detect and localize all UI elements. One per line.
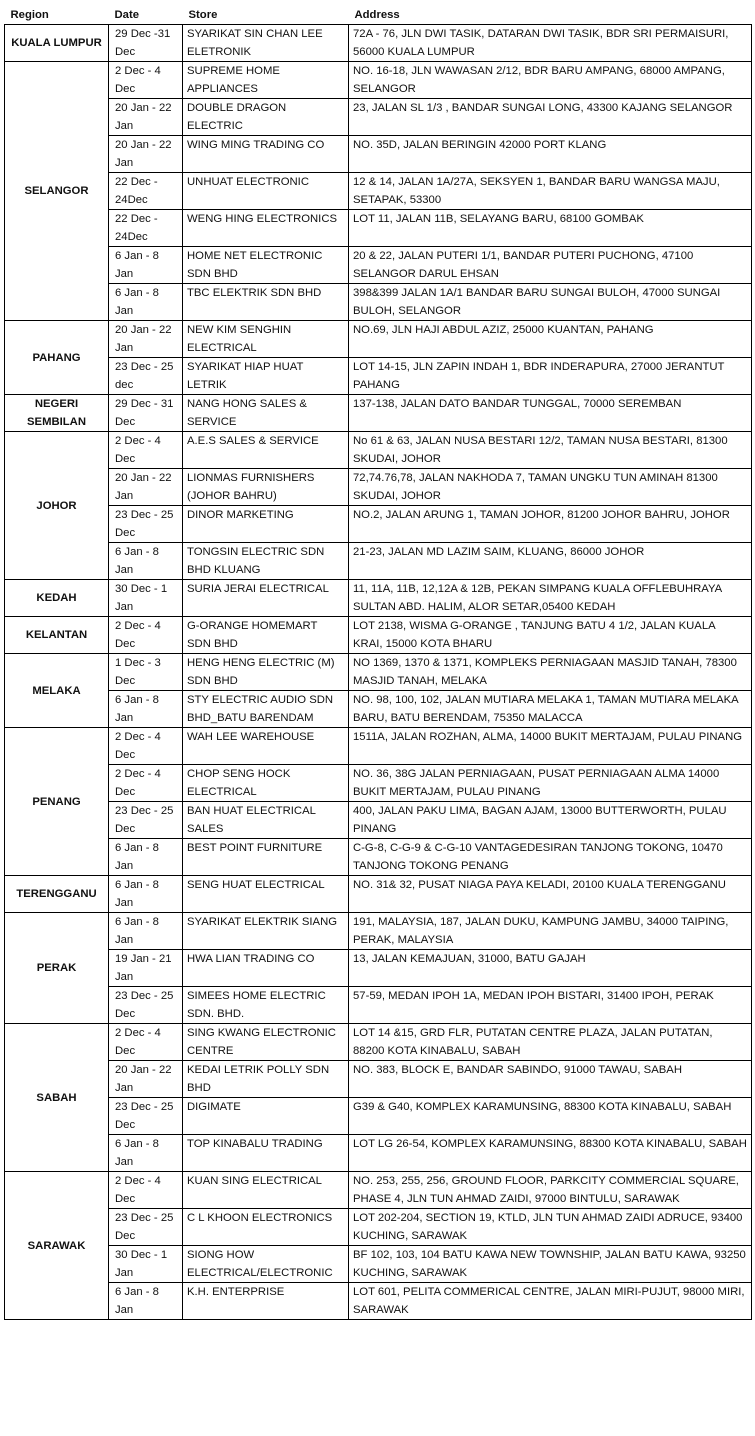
address-cell: 13, JALAN KEMAJUAN, 31000, BATU GAJAH — [349, 950, 752, 987]
store-cell: WAH LEE WAREHOUSE — [183, 728, 349, 765]
store-cell: TBC ELEKTRIK SDN BHD — [183, 284, 349, 321]
date-cell: 2 Dec - 4 Dec — [109, 617, 183, 654]
store-cell: CHOP SENG HOCK ELECTRICAL — [183, 765, 349, 802]
address-cell: LOT LG 26-54, KOMPLEX KARAMUNSING, 88300 KOTA KINABALU, SABAH — [349, 1135, 752, 1172]
region-cell: MELAKA — [5, 654, 109, 728]
date-cell: 20 Jan - 22 Jan — [109, 136, 183, 173]
date-cell: 22 Dec - 24Dec — [109, 210, 183, 247]
store-cell: TONGSIN ELECTRIC SDN BHD KLUANG — [183, 543, 349, 580]
address-cell: LOT 202-204, SECTION 19, KTLD, JLN TUN AHMAD ZAIDI ADRUCE, 93400 KUCHING, SARAWAK — [349, 1209, 752, 1246]
address-cell: NO 1369, 1370 & 1371, KOMPLEKS PERNIAGAAN MASJID TANAH, 78300 MASJID TANAH, MELAKA — [349, 654, 752, 691]
date-cell: 2 Dec - 4 Dec — [109, 62, 183, 99]
table-row — [5, 654, 752, 691]
date-cell: 23 Dec - 25 Dec — [109, 506, 183, 543]
date-cell: 6 Jan - 8 Jan — [109, 839, 183, 876]
table-row — [5, 25, 752, 62]
store-cell: A.E.S SALES & SERVICE — [183, 432, 349, 469]
store-cell: SENG HUAT ELECTRICAL — [183, 876, 349, 913]
date-cell: 6 Jan - 8 Jan — [109, 691, 183, 728]
address-cell: BF 102, 103, 104 BATU KAWA NEW TOWNSHIP, JALAN BATU KAWA, 93250 KUCHING, SARAWAK — [349, 1246, 752, 1283]
store-cell: SYARIKAT HIAP HUAT LETRIK — [183, 358, 349, 395]
date-cell: 23 Dec - 25 dec — [109, 358, 183, 395]
table-body — [5, 25, 752, 1320]
table-row — [5, 1135, 752, 1172]
address-cell: 1511A, JALAN ROZHAN, ALMA, 14000 BUKIT MERTAJAM, PULAU PINANG — [349, 728, 752, 765]
store-cell: DIGIMATE — [183, 1098, 349, 1135]
address-cell: 398&399 JALAN 1A/1 BANDAR BARU SUNGAI BULOH, 47000 SUNGAI BULOH, SELANGOR — [349, 284, 752, 321]
table-row — [5, 284, 752, 321]
table-row — [5, 580, 752, 617]
table-row — [5, 950, 752, 987]
date-cell: 29 Dec - 31 Dec — [109, 395, 183, 432]
store-cell: BEST POINT FURNITURE — [183, 839, 349, 876]
date-cell: 20 Jan - 22 Jan — [109, 469, 183, 506]
address-cell: 72,74.76,78, JALAN NAKHODA 7, TAMAN UNGKU TUN AMINAH 81300 SKUDAI, JOHOR — [349, 469, 752, 506]
table-row — [5, 1172, 752, 1209]
region-cell: KELANTAN — [5, 617, 109, 654]
region-cell: TERENGGANU — [5, 876, 109, 913]
store-cell: NANG HONG SALES & SERVICE — [183, 395, 349, 432]
address-cell: 57-59, MEDAN IPOH 1A, MEDAN IPOH BISTARI, 31400 IPOH, PERAK — [349, 987, 752, 1024]
address-cell: G39 & G40, KOMPLEX KARAMUNSING, 88300 KOTA KINABALU, SABAH — [349, 1098, 752, 1135]
store-cell: WING MING TRADING CO — [183, 136, 349, 173]
region-cell: PENANG — [5, 728, 109, 876]
table-row — [5, 469, 752, 506]
store-cell: HOME NET ELECTRONIC SDN BHD — [183, 247, 349, 284]
address-cell: NO. 16-18, JLN WAWASAN 2/12, BDR BARU AMPANG, 68000 AMPANG, SELANGOR — [349, 62, 752, 99]
region-cell: NEGERI SEMBILAN — [5, 395, 109, 432]
store-cell: G-ORANGE HOMEMART SDN BHD — [183, 617, 349, 654]
store-cell: SIMEES HOME ELECTRIC SDN. BHD. — [183, 987, 349, 1024]
address-cell: NO. 35D, JALAN BERINGIN 42000 PORT KLANG — [349, 136, 752, 173]
store-cell: DINOR MARKETING — [183, 506, 349, 543]
store-cell: LIONMAS FURNISHERS (JOHOR BAHRU) — [183, 469, 349, 506]
date-cell: 2 Dec - 4 Dec — [109, 765, 183, 802]
date-cell: 23 Dec - 25 Dec — [109, 802, 183, 839]
store-cell: K.H. ENTERPRISE — [183, 1283, 349, 1320]
address-cell: NO. 383, BLOCK E, BANDAR SABINDO, 91000 TAWAU, SABAH — [349, 1061, 752, 1098]
table-row — [5, 432, 752, 469]
table-row — [5, 321, 752, 358]
date-cell: 20 Jan - 22 Jan — [109, 99, 183, 136]
date-cell: 2 Dec - 4 Dec — [109, 1024, 183, 1061]
table-row — [5, 210, 752, 247]
header-region: Region — [5, 6, 109, 25]
table-row — [5, 99, 752, 136]
table-row — [5, 728, 752, 765]
address-cell: 20 & 22, JALAN PUTERI 1/1, BANDAR PUTERI PUCHONG, 47100 SELANGOR DARUL EHSAN — [349, 247, 752, 284]
date-cell: 20 Jan - 22 Jan — [109, 1061, 183, 1098]
store-cell: WENG HING ELECTRONICS — [183, 210, 349, 247]
address-cell: 72A - 76, JLN DWI TASIK, DATARAN DWI TASIK, BDR SRI PERMAISURI, 56000 KUALA LUMPUR — [349, 25, 752, 62]
date-cell: 29 Dec -31 Dec — [109, 25, 183, 62]
store-cell: NEW KIM SENGHIN ELECTRICAL — [183, 321, 349, 358]
table-row — [5, 1246, 752, 1283]
date-cell: 22 Dec - 24Dec — [109, 173, 183, 210]
table-row — [5, 1024, 752, 1061]
address-cell: No 61 & 63, JALAN NUSA BESTARI 12/2, TAMAN NUSA BESTARI, 81300 SKUDAI, JOHOR — [349, 432, 752, 469]
date-cell: 6 Jan - 8 Jan — [109, 1283, 183, 1320]
store-cell: STY ELECTRIC AUDIO SDN BHD_BATU BARENDAM — [183, 691, 349, 728]
table-row — [5, 136, 752, 173]
table-row — [5, 1061, 752, 1098]
address-cell: LOT 2138, WISMA G-ORANGE , TANJUNG BATU 4 1/2, JALAN KUALA KRAI, 15000 KOTA BHARU — [349, 617, 752, 654]
date-cell: 2 Dec - 4 Dec — [109, 1172, 183, 1209]
table-row — [5, 691, 752, 728]
region-cell: SARAWAK — [5, 1172, 109, 1320]
date-cell: 20 Jan - 22 Jan — [109, 321, 183, 358]
date-cell: 2 Dec - 4 Dec — [109, 432, 183, 469]
table-row — [5, 543, 752, 580]
table-row — [5, 839, 752, 876]
date-cell: 6 Jan - 8 Jan — [109, 913, 183, 950]
date-cell: 6 Jan - 8 Jan — [109, 247, 183, 284]
table-row — [5, 913, 752, 950]
header-date: Date — [109, 6, 183, 25]
table-row — [5, 617, 752, 654]
table-row — [5, 987, 752, 1024]
region-cell: PERAK — [5, 913, 109, 1024]
table-row — [5, 506, 752, 543]
date-cell: 30 Dec - 1 Jan — [109, 1246, 183, 1283]
store-cell: DOUBLE DRAGON ELECTRIC — [183, 99, 349, 136]
date-cell: 30 Dec - 1 Jan — [109, 580, 183, 617]
store-cell: SUPREME HOME APPLIANCES — [183, 62, 349, 99]
address-cell: NO.69, JLN HAJI ABDUL AZIZ, 25000 KUANTAN, PAHANG — [349, 321, 752, 358]
date-cell: 23 Dec - 25 Dec — [109, 987, 183, 1024]
table-row — [5, 876, 752, 913]
store-cell: SYARIKAT ELEKTRIK SIANG — [183, 913, 349, 950]
table-row — [5, 395, 752, 432]
date-cell: 23 Dec - 25 Dec — [109, 1098, 183, 1135]
store-cell: HENG HENG ELECTRIC (M) SDN BHD — [183, 654, 349, 691]
table-row — [5, 358, 752, 395]
store-cell: KUAN SING ELECTRICAL — [183, 1172, 349, 1209]
region-cell: PAHANG — [5, 321, 109, 395]
store-cell: SURIA JERAI ELECTRICAL — [183, 580, 349, 617]
table-row — [5, 1283, 752, 1320]
region-cell: SABAH — [5, 1024, 109, 1172]
address-cell: 11, 11A, 11B, 12,12A & 12B, PEKAN SIMPANG KUALA OFFLEBUHRAYA SULTAN ABD. HALIM, ALOR SETAR,05400 KEDAH — [349, 580, 752, 617]
date-cell: 6 Jan - 8 Jan — [109, 876, 183, 913]
store-table — [4, 6, 752, 1320]
address-cell: C-G-8, C-G-9 & C-G-10 VANTAGEDESIRAN TANJONG TOKONG, 10470 TANJONG TOKONG PENANG — [349, 839, 752, 876]
address-cell: 191, MALAYSIA, 187, JALAN DUKU, KAMPUNG JAMBU, 34000 TAIPING, PERAK, MALAYSIA — [349, 913, 752, 950]
store-cell: BAN HUAT ELECTRICAL SALES — [183, 802, 349, 839]
table-row — [5, 173, 752, 210]
table-row — [5, 1098, 752, 1135]
address-cell: 12 & 14, JALAN 1A/27A, SEKSYEN 1, BANDAR BARU WANGSA MAJU, SETAPAK, 53300 — [349, 173, 752, 210]
date-cell: 19 Jan - 21 Jan — [109, 950, 183, 987]
address-cell: 23, JALAN SL 1/3 , BANDAR SUNGAI LONG, 43300 KAJANG SELANGOR — [349, 99, 752, 136]
date-cell: 2 Dec - 4 Dec — [109, 728, 183, 765]
address-cell: NO. 36, 38G JALAN PERNIAGAAN, PUSAT PERNIAGAAN ALMA 14000 BUKIT MERTAJAM, PULAU PINANG — [349, 765, 752, 802]
region-cell: KEDAH — [5, 580, 109, 617]
store-cell: TOP KINABALU TRADING — [183, 1135, 349, 1172]
store-cell: UNHUAT ELECTRONIC — [183, 173, 349, 210]
store-cell: HWA LIAN TRADING CO — [183, 950, 349, 987]
address-cell: NO. 31& 32, PUSAT NIAGA PAYA KELADI, 20100 KUALA TERENGGANU — [349, 876, 752, 913]
date-cell: 6 Jan - 8 Jan — [109, 284, 183, 321]
table-row — [5, 1209, 752, 1246]
store-cell: SIONG HOW ELECTRICAL/ELECTRONIC — [183, 1246, 349, 1283]
header-address: Address — [349, 6, 752, 25]
table-row — [5, 802, 752, 839]
address-cell: NO.2, JALAN ARUNG 1, TAMAN JOHOR, 81200 JOHOR BAHRU, JOHOR — [349, 506, 752, 543]
store-cell: KEDAI LETRIK POLLY SDN BHD — [183, 1061, 349, 1098]
address-cell: LOT 601, PELITA COMMERICAL CENTRE, JALAN MIRI-PUJUT, 98000 MIRI, SARAWAK — [349, 1283, 752, 1320]
header-store: Store — [183, 6, 349, 25]
date-cell: 6 Jan - 8 Jan — [109, 543, 183, 580]
address-cell: NO. 253, 255, 256, GROUND FLOOR, PARKCITY COMMERCIAL SQUARE, PHASE 4, JLN TUN AHMAD ZAIDI, 97000 BINTULU, SARAWAK — [349, 1172, 752, 1209]
date-cell: 6 Jan - 8 Jan — [109, 1135, 183, 1172]
store-cell: SYARIKAT SIN CHAN LEE ELETRONIK — [183, 25, 349, 62]
region-cell: JOHOR — [5, 432, 109, 580]
region-cell: SELANGOR — [5, 62, 109, 321]
address-cell: NO. 98, 100, 102, JALAN MUTIARA MELAKA 1, TAMAN MUTIARA MELAKA BARU, BATU BERENDAM, 75350 MALACCA — [349, 691, 752, 728]
table-row — [5, 765, 752, 802]
address-cell: LOT 11, JALAN 11B, SELAYANG BARU, 68100 GOMBAK — [349, 210, 752, 247]
address-cell: LOT 14-15, JLN ZAPIN INDAH 1, BDR INDERAPURA, 27000 JERANTUT PAHANG — [349, 358, 752, 395]
date-cell: 1 Dec - 3 Dec — [109, 654, 183, 691]
store-cell: SING KWANG ELECTRONIC CENTRE — [183, 1024, 349, 1061]
address-cell: LOT 14 &15, GRD FLR, PUTATAN CENTRE PLAZA, JALAN PUTATAN, 88200 KOTA KINABALU, SABAH — [349, 1024, 752, 1061]
region-cell: KUALA LUMPUR — [5, 25, 109, 62]
address-cell: 137-138, JALAN DATO BANDAR TUNGGAL, 70000 SEREMBAN — [349, 395, 752, 432]
store-cell: C L KHOON ELECTRONICS — [183, 1209, 349, 1246]
header-row — [5, 6, 752, 25]
address-cell: 21-23, JALAN MD LAZIM SAIM, KLUANG, 86000 JOHOR — [349, 543, 752, 580]
address-cell: 400, JALAN PAKU LIMA, BAGAN AJAM, 13000 BUTTERWORTH, PULAU PINANG — [349, 802, 752, 839]
date-cell: 23 Dec - 25 Dec — [109, 1209, 183, 1246]
table-row — [5, 62, 752, 99]
table-row — [5, 247, 752, 284]
